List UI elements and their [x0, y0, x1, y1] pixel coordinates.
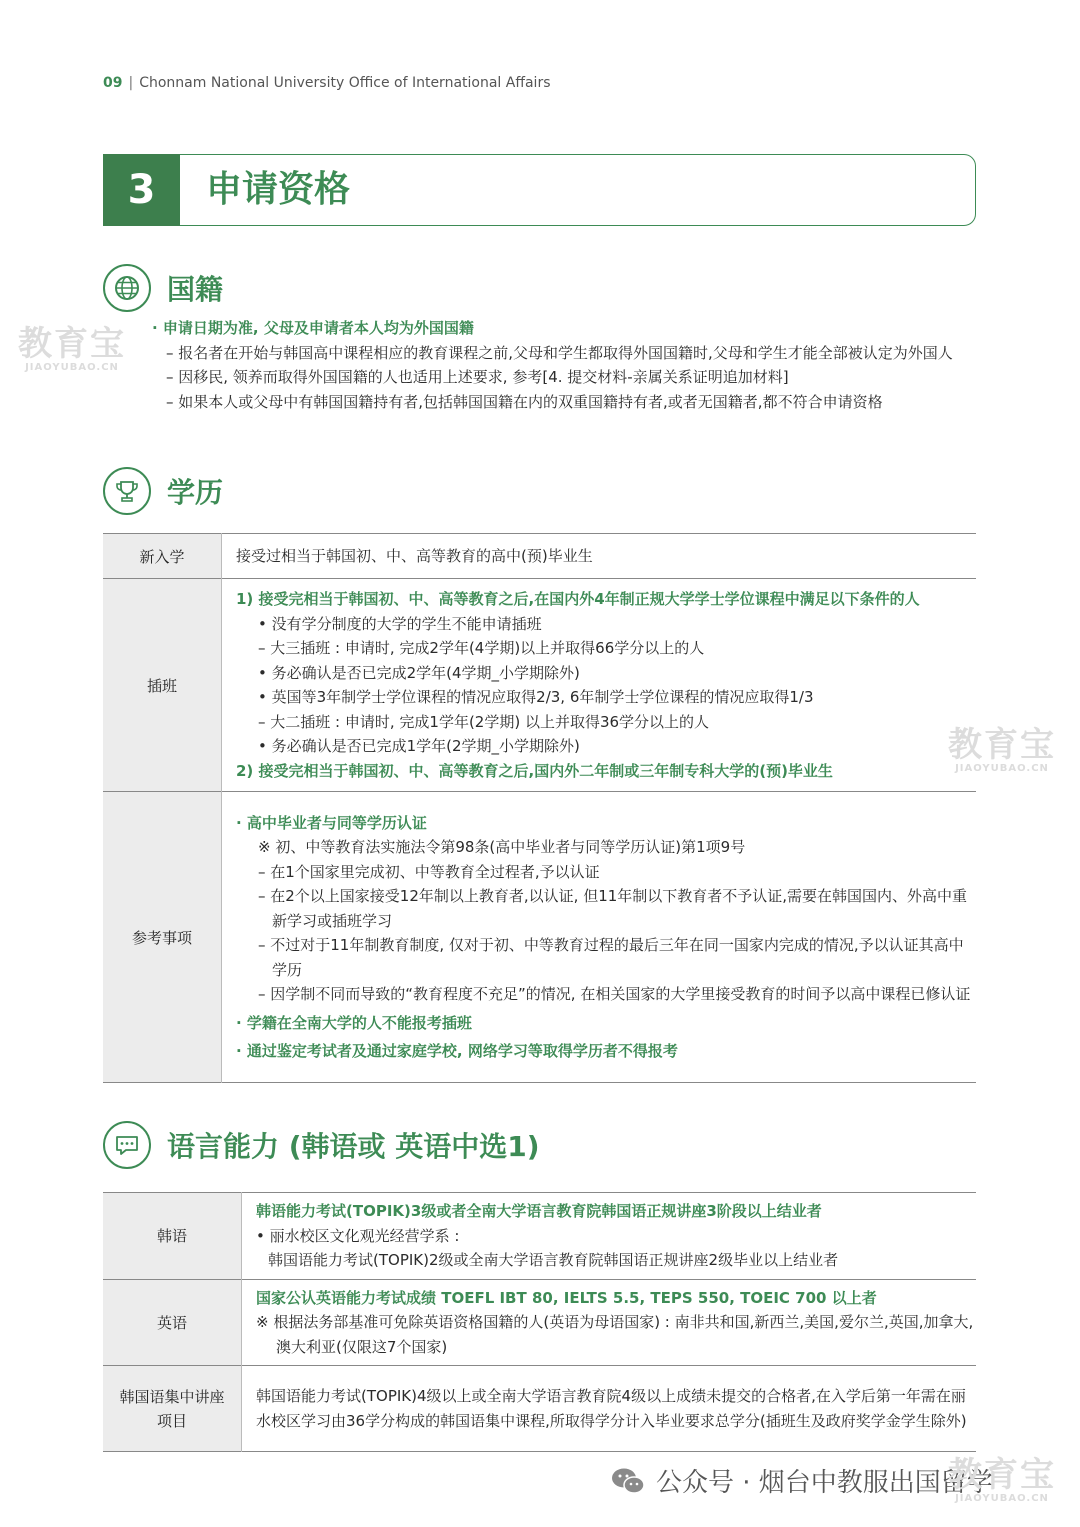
education-heading	[103, 467, 223, 515]
header-separator: |	[128, 75, 134, 91]
row-content: 接受过相当于韩国初、中、高等教育的高中(预)毕业生	[236, 546, 593, 565]
notes-heading: · 通过鉴定考试者及通过家庭学校, 网络学习等取得学历者不得报考	[236, 1042, 678, 1060]
watermark-logo: 教育宝 JIAOYUBAO.CN	[948, 725, 1056, 774]
row-label: 韩国语集中讲座项目	[103, 1366, 242, 1452]
korean-requirement: 韩语能力考试(TOPIK)3级或者全南大学语言教育院韩国语正规讲座3阶段以上结业者	[256, 1202, 822, 1220]
korean-note: • 丽水校区文化观光经营学系 :	[256, 1226, 460, 1245]
education-title: 学历	[167, 476, 224, 509]
row-content	[242, 1279, 977, 1366]
transfer-condition-2: 2) 接受完相当于韩国初、中、高等教育之后,国内外二年制或三年制专科大学的(预)毕业生	[236, 761, 833, 780]
notes-heading: · 高中毕业者与同等学历认证	[236, 813, 427, 832]
row-content: 韩国语能力考试(TOPIK)4级以上或全南大学语言教育院4级以上成绩未提交的合格者,在入学后第一年需在丽水校区学习由36学分构成的韩国语集中课程,所取得学分计入毕业要求总学分(插班生及政府奖学金学生除外)	[256, 1387, 967, 1430]
section-title: 申请资格	[206, 169, 351, 210]
row-label: 插班	[103, 579, 222, 792]
row-label: 英语	[103, 1279, 242, 1366]
notes-item: – 在1个国家里完成初、中等教育全过程者,予以认证	[258, 862, 600, 881]
notes-item: ※ 初、中等教育法实施法令第98条(高中毕业者与同等学历认证)第1项9号	[258, 838, 746, 856]
trophy-icon	[103, 467, 151, 515]
footer-wechat	[610, 1462, 993, 1499]
nationality-heading	[103, 264, 223, 312]
nationality-title: 国籍	[167, 273, 224, 306]
english-note: ※ 根据法务部基准可免除英语资格国籍的人(英语为母语国家) : 南非共和国,新西兰,美国,爱尔兰,英国,加拿大,澳大利亚(仅限这7个国家)	[256, 1313, 974, 1356]
page-number: 09	[103, 75, 123, 91]
notes-item: – 因学制不同而导致的“教育程度不充足”的情况, 在相关国家的大学里接受教育的时间予以高中课程已修认证	[258, 985, 971, 1003]
nationality-item: – 如果本人或父母中有韩国国籍持有者,包括韩国国籍在内的双重国籍持有者,或者无国籍者,都不符合申请资格	[166, 392, 883, 411]
row-label: 参考事项	[103, 792, 222, 1083]
education-table	[103, 533, 976, 1083]
chat-bubble-icon	[103, 1121, 151, 1169]
table-row-intensive	[103, 1366, 976, 1452]
korean-note: 韩国语能力考试(TOPIK)2级或全南大学语言教育院韩国语正规讲座2级毕业以上结业者	[268, 1251, 839, 1269]
transfer-note: • 务必确认是否已完成2学年(4学期_小学期除外)	[258, 663, 580, 682]
language-heading	[103, 1121, 540, 1169]
nationality-item: – 报名者在开始与韩国高中课程相应的教育课程之前,父母和学生都取得外国国籍时,父母和学生才能全部被认定为外国人	[166, 343, 953, 362]
nationality-headline: · 申请日期为准, 父母及申请者本人均为外国国籍	[152, 319, 474, 337]
table-row-freshman	[103, 534, 976, 579]
transfer-note: – 大二插班 : 申请时, 完成1学年(2学期) 以上并取得36学分以上的人	[258, 712, 710, 731]
transfer-note: • 没有学分制度的大学的学生不能申请插班	[258, 614, 542, 633]
table-row-english	[103, 1279, 976, 1366]
watermark-logo: 教育宝 JIAOYUBAO.CN	[948, 1455, 1056, 1504]
footer-text: 公众号 · 烟台中教服出国留学	[656, 1468, 993, 1498]
notes-heading: · 学籍在全南大学的人不能报考插班	[236, 1013, 472, 1032]
table-row-korean	[103, 1193, 976, 1280]
english-requirement: 国家公认英语能力考试成绩 TOEFL IBT 80, IELTS 5.5, TEPS 550, TOEIC 700 以上者	[256, 1288, 877, 1307]
transfer-note: – 大三插班 : 申请时, 完成2学年(4学期)以上并取得66学分以上的人	[258, 639, 705, 657]
header-title: Chonnam National University Office of International Affairs	[139, 75, 551, 91]
row-content	[222, 579, 977, 792]
transfer-condition-1: 1) 接受完相当于韩国初、中、高等教育之后,在国内外4年制正规大学学士学位课程中满足以下条件的人	[236, 590, 920, 608]
row-content	[242, 1193, 977, 1280]
language-title: 语言能力 (韩语或 英语中选1)	[167, 1130, 540, 1163]
nationality-content	[152, 316, 982, 414]
transfer-note: • 英国等3年制学士学位课程的情况应取得2/3, 6年制学士学位课程的情况应取得1/3	[258, 688, 814, 706]
nationality-item: – 因移民, 领养而取得外国国籍的人也适用上述要求, 参考[4. 提交材料-亲属关系证明追加材料]	[166, 368, 789, 386]
globe-icon	[103, 264, 151, 312]
table-row-transfer	[103, 579, 976, 792]
transfer-note: • 务必确认是否已完成1学年(2学期_小学期除外)	[258, 737, 580, 755]
row-content	[222, 792, 977, 1083]
table-row-notes	[103, 792, 976, 1083]
language-table	[103, 1192, 976, 1452]
notes-item: – 在2个以上国家接受12年制以上教育者,以认证, 但11年制以下教育者不予认证,需要在韩国国内、外高中重新学习或插班学习	[258, 887, 968, 930]
notes-item: – 不过对于11年制教育制度, 仅对于初、中等教育过程的最后三年在同一国家内完成的情况,予以认证其高中学历	[258, 936, 964, 979]
running-header	[103, 75, 551, 91]
watermark-logo: 教育宝 JIAOYUBAO.CN	[18, 324, 126, 373]
row-label: 新入学	[103, 534, 222, 579]
section-number: 3	[103, 154, 180, 226]
row-label: 韩语	[103, 1193, 242, 1280]
wechat-icon	[610, 1466, 646, 1496]
section-title-bar	[103, 154, 976, 226]
